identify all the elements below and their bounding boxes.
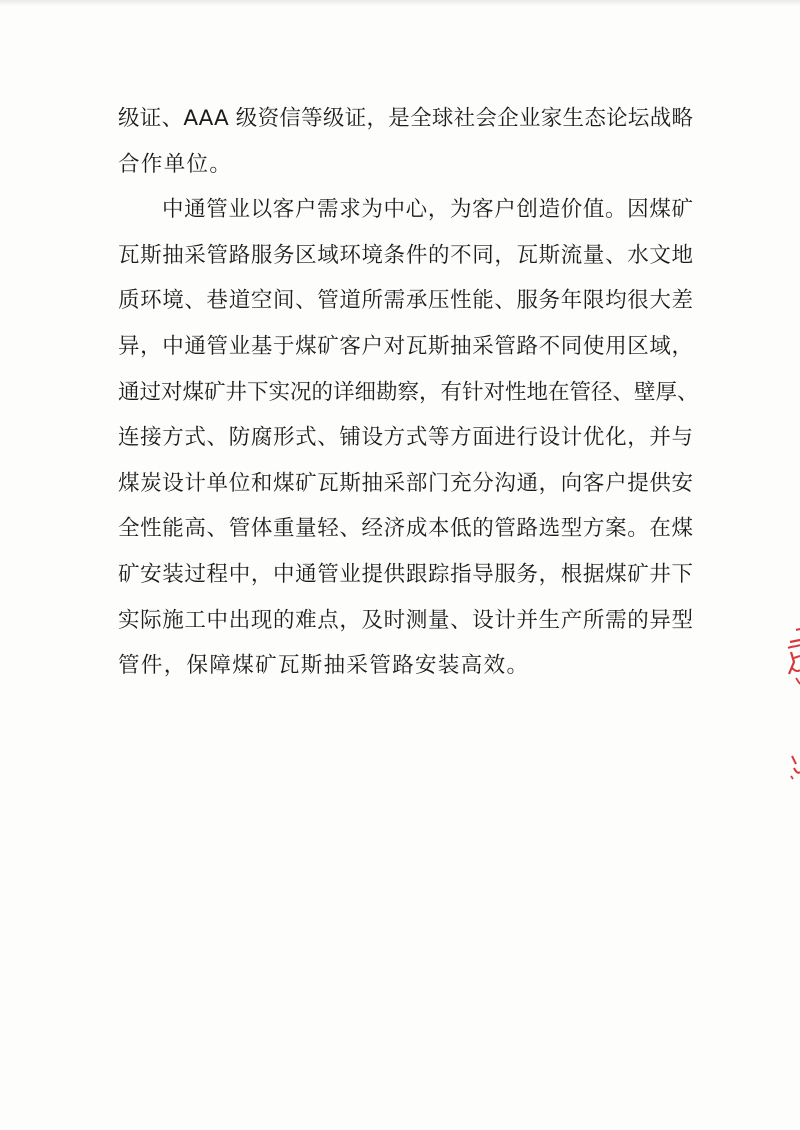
seal-fragment-icon [774,752,800,782]
scan-top-edge [0,0,800,6]
text-line: 实际施工中出现的难点，及时测量、设计并生产所需的异型 [118,607,693,633]
seal-fragment-icon [774,628,800,688]
body-text [118,96,699,689]
text-line: 异，中通管业基于煤矿客户对瓦斯抽采管路不同使用区域， [118,333,693,359]
text-line: 矿安装过程中，中通管业提供跟踪指导服务，根据煤矿井下 [118,561,693,587]
text-line: 全性能高、管体重量轻、经济成本低的管路选型方案。在煤 [118,516,693,542]
text-line: 合作单位。 [118,151,233,177]
text-line: 管件，保障煤矿瓦斯抽采管路安装高效。 [118,653,530,679]
paragraph-start-line: 中通管业以客户需求为中心，为客户创造价值。因煤矿 [162,197,693,223]
text-line: 瓦斯抽采管路服务区域环境条件的不同，瓦斯流量、水文地 [118,242,693,268]
text-line: 连接方式、防腐形式、铺设方式等方面进行设计优化，并与 [118,425,693,451]
text-line: 质环境、巷道空间、管道所需承压性能、服务年限均很大差 [118,288,693,314]
text-line: 煤炭设计单位和煤矿瓦斯抽采部门充分沟通，向客户提供安 [118,470,693,496]
text-line: 通过对煤矿井下实况的详细勘察，有针对性地在管径、壁厚、 [118,379,699,405]
text-line: 级证、AAA 级资信等级证，是全球社会企业家生态论坛战略 [118,106,693,131]
